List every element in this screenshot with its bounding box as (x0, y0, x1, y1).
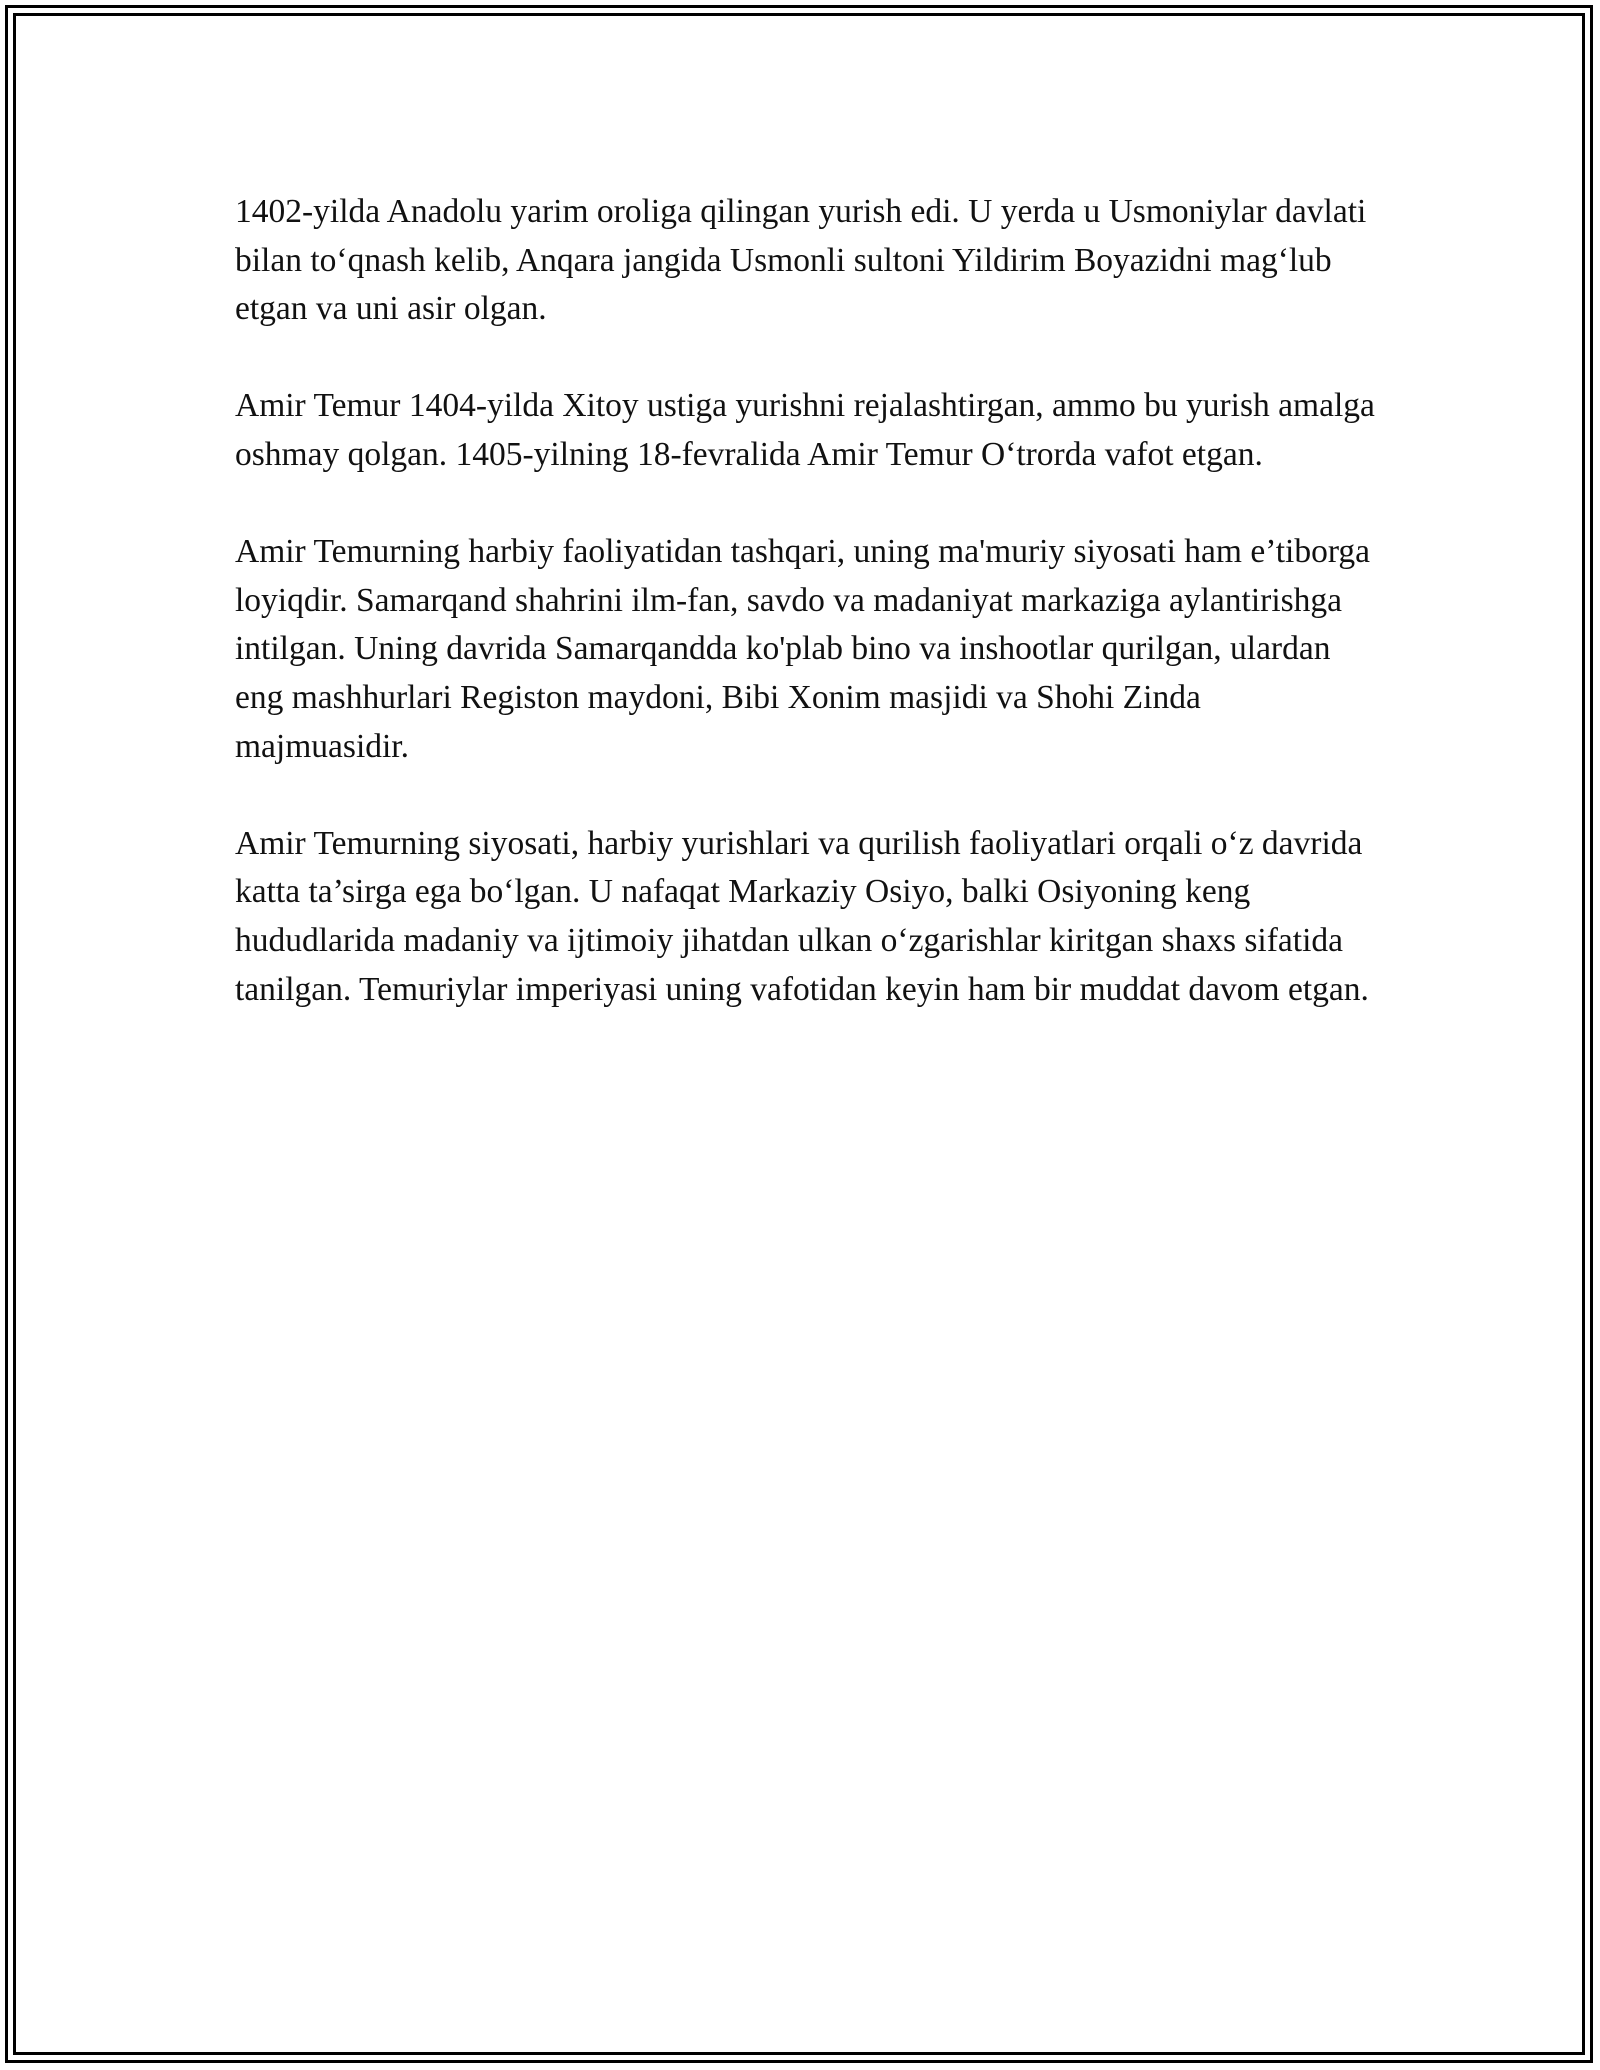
paragraph-china-campaign: Amir Temur 1404-yilda Xitoy ustiga yurishni rejalashtirgan, ammo bu yurish amalga oshmay qolgan. 1405-yilning 18-fevralida Amir Temur O‘trorda vafot etgan. (235, 387, 1375, 473)
paragraph-administrative-policy: Amir Temurning harbiy faoliyatidan tashqari, uning ma'muriy siyosati ham e’tiborga loyiqdir. Samarqand shahrini ilm-fan, savdo va madaniyat markaziga aylantirishga intilgan. Uning davrida Samarqandda ko'plab bino va inshootlar qurilgan, ulardan eng mashhurlari Registon maydoni, Bibi Xonim masjidi va Shohi Zinda majmuasidir. (235, 533, 1371, 765)
document-body (235, 188, 1375, 1063)
paragraph-anatolia-campaign: 1402-yilda Anadolu yarim oroliga qilingan yurish edi. U yerda u Usmoniylar davlati bilan to‘qnash kelib, Anqara jangida Usmonli sultoni Yildirim Boyazidni mag‘lub etgan va uni asir olgan. (235, 193, 1367, 328)
paragraph-legacy: Amir Temurning siyosati, harbiy yurishlari va qurilish faoliyatlari orqali o‘z davrida katta ta’sirga ega bo‘lgan. U nafaqat Markaziy Osiyo, balki Osiyoning keng hududlarida madaniy va ijtimoiy jihatdan ulkan o‘zgarishlar kiritgan shaxs sifatida tanilgan. Temuriylar imperiyasi uning vafotidan keyin ham bir muddat davom etgan. (235, 824, 1369, 1008)
